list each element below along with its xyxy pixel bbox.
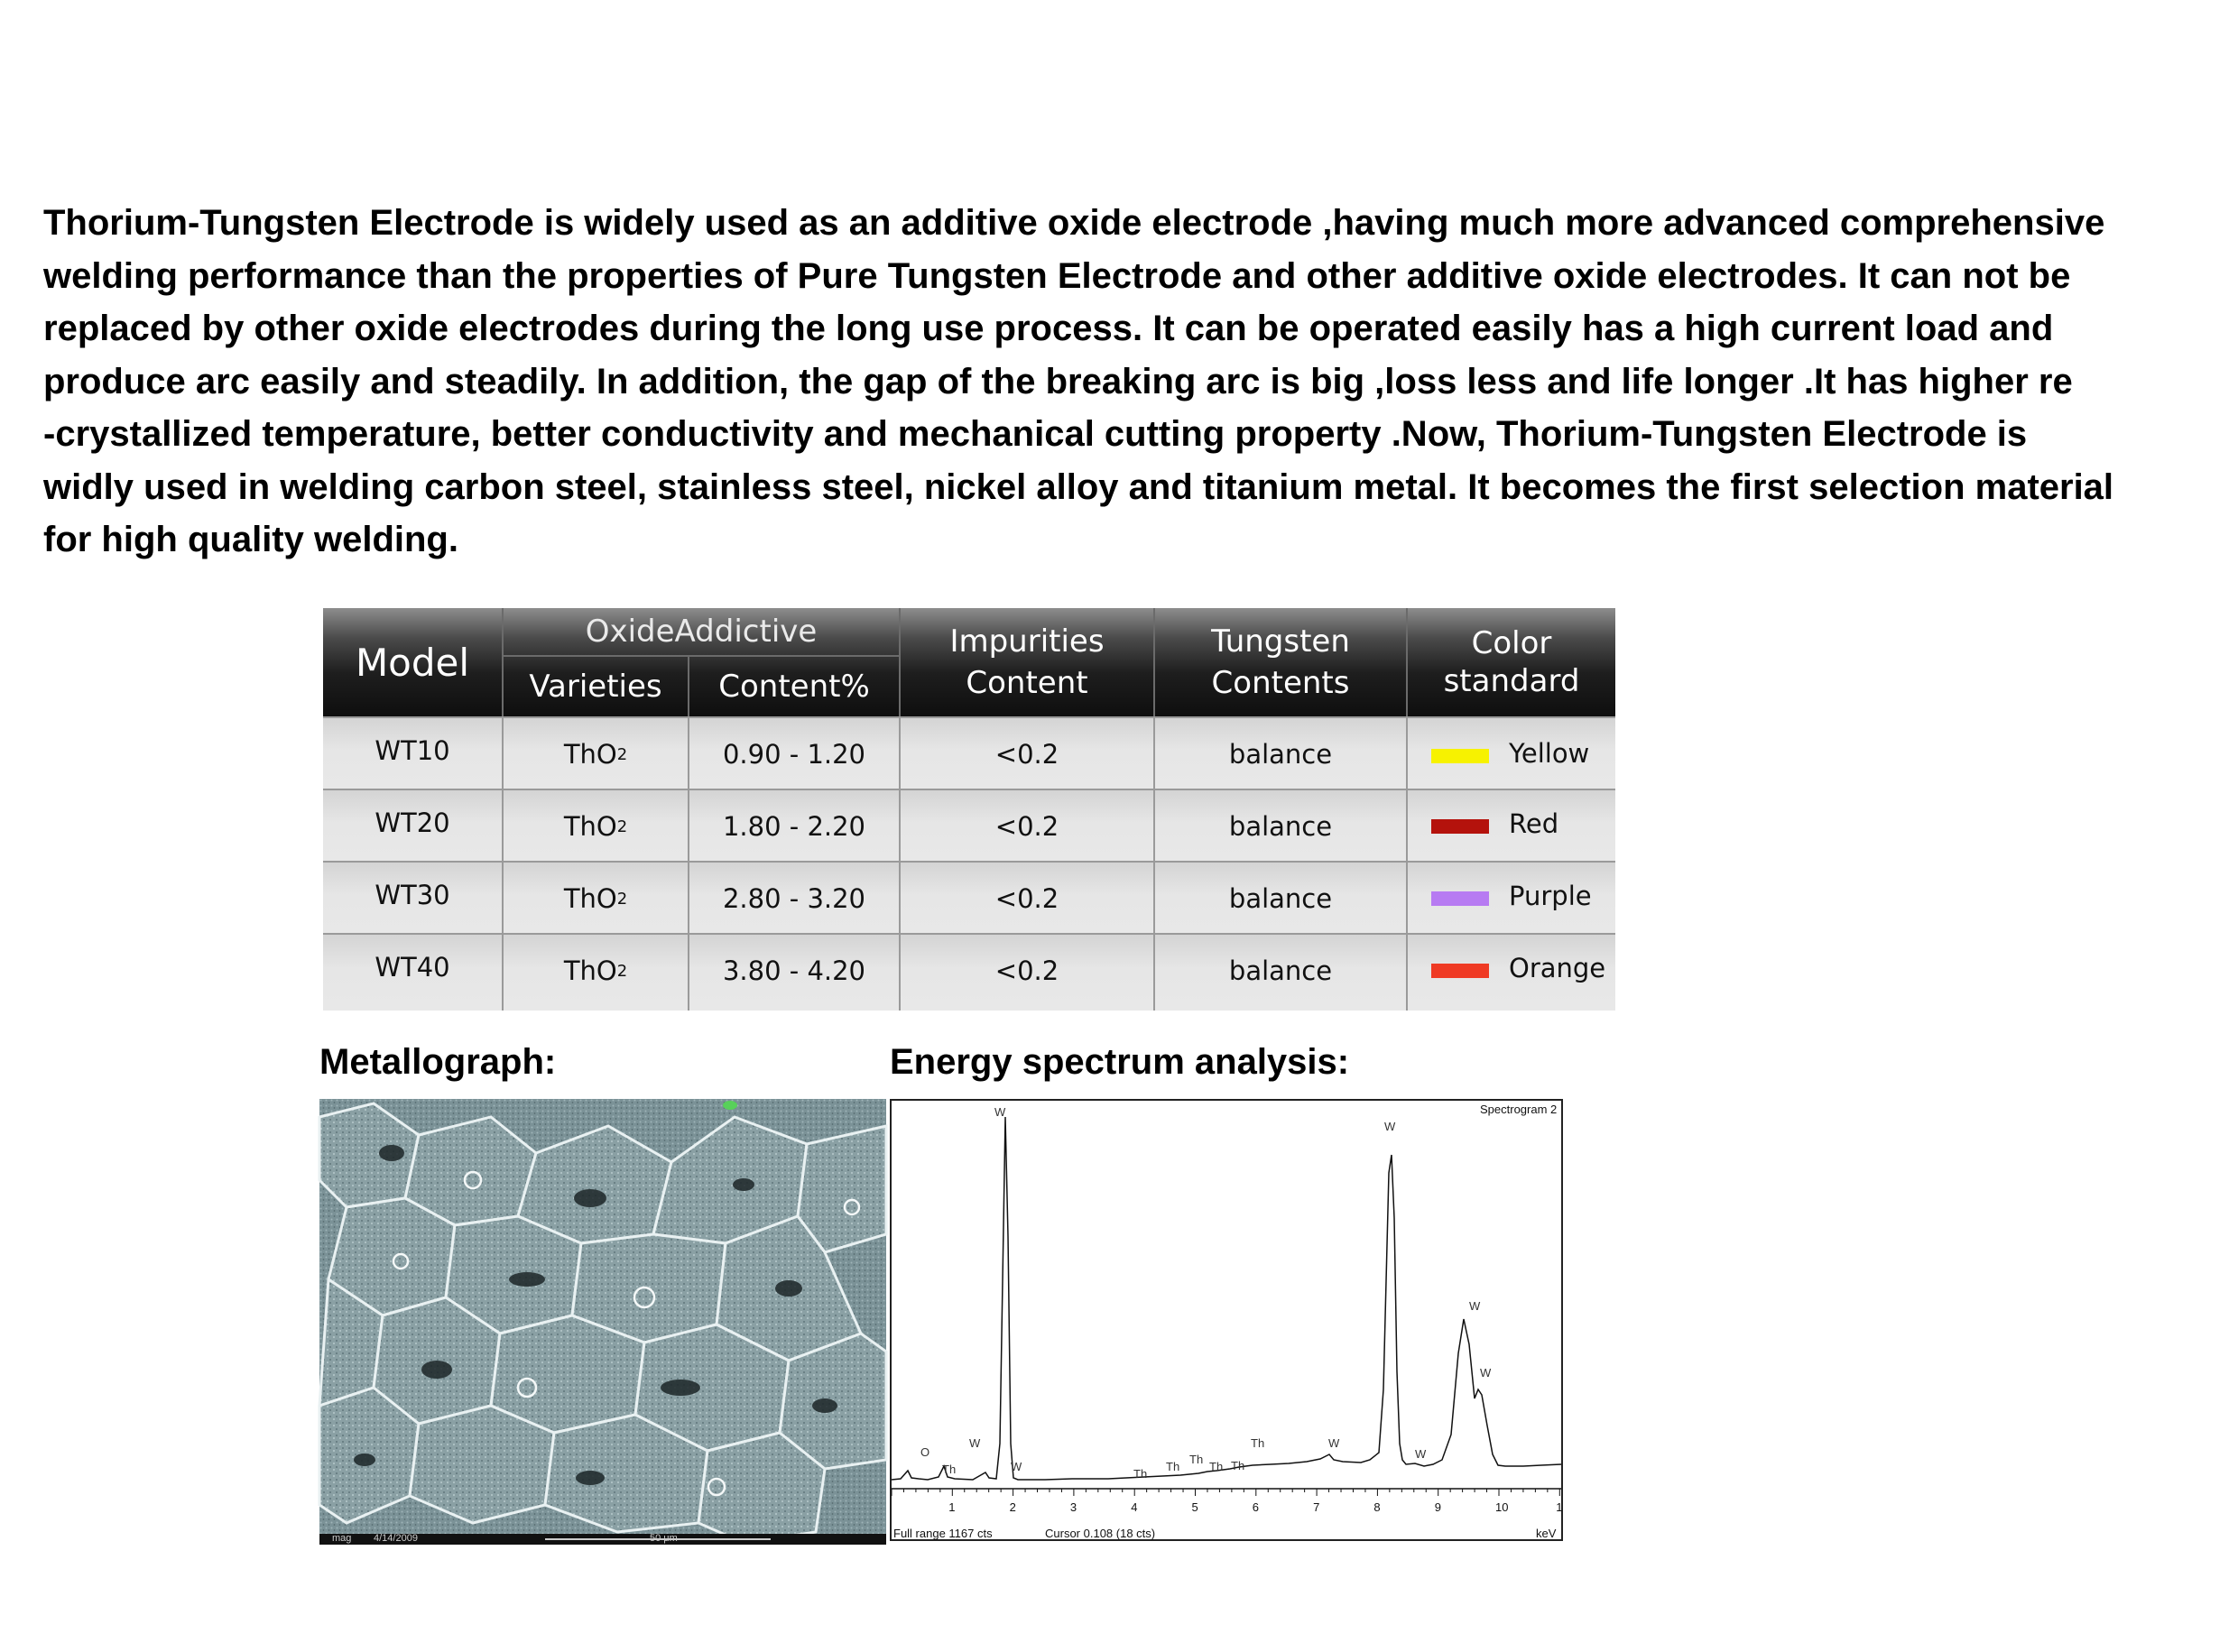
cell-content: 0.90 - 1.20: [722, 739, 866, 770]
svg-text:W: W: [994, 1105, 1006, 1119]
intro-line: replaced by other oxide electrodes during the long use process. It can be operated easily has a high current load and: [43, 309, 2054, 348]
metallograph-mag: mag: [332, 1533, 352, 1544]
table-row: [323, 789, 1615, 863]
header-tungsten-line2: Contents: [1211, 665, 1350, 701]
cell-variety: ThO 2: [563, 883, 628, 914]
header-varieties: Varieties: [529, 669, 662, 705]
cell-tungsten: balance: [1228, 955, 1333, 986]
svg-text:W: W: [1480, 1366, 1492, 1380]
spectrum-trace: [892, 1117, 1561, 1480]
cell-content: 1.80 - 2.20: [722, 811, 866, 842]
cell-impurities: <0.2: [994, 955, 1059, 986]
x-tick-label: 7: [1313, 1500, 1320, 1514]
metallograph-image: [319, 1099, 886, 1543]
svg-text:Th: Th: [1133, 1467, 1148, 1481]
x-tick-label: 1: [948, 1500, 956, 1514]
svg-text:O: O: [920, 1445, 930, 1459]
cell-impurities: <0.2: [994, 883, 1059, 914]
cell-model: WT30: [375, 880, 450, 910]
cell-content: 3.80 - 4.20: [722, 955, 866, 986]
header-color-line2: standard: [1443, 663, 1580, 699]
cell-variety: ThO 2: [563, 739, 628, 770]
cell-tungsten: balance: [1228, 883, 1333, 914]
cell-impurities: <0.2: [994, 811, 1059, 842]
color-swatch: [1431, 749, 1489, 763]
header-impurities: [901, 608, 1153, 716]
metallograph-date: 4/14/2009: [374, 1533, 418, 1544]
x-tick-label: 4: [1131, 1500, 1138, 1514]
svg-text:W: W: [1415, 1447, 1427, 1461]
cell-tungsten: balance: [1228, 739, 1333, 770]
x-axis-ticks: [892, 1489, 1563, 1514]
svg-text:W: W: [1011, 1460, 1022, 1473]
cell-tungsten: balance: [1228, 811, 1333, 842]
spectrum-unit: keV: [1536, 1527, 1557, 1540]
svg-text:W: W: [969, 1436, 981, 1450]
cell-model: WT20: [375, 808, 450, 838]
intro-paragraph: [43, 197, 2227, 567]
table-row: [323, 716, 1615, 790]
cell-color-name: Yellow: [1509, 738, 1590, 769]
header-content: Content%: [718, 669, 870, 705]
header-oxide-group: OxideAddictive: [585, 614, 818, 650]
cell-color-name: Red: [1509, 808, 1559, 839]
svg-text:Th: Th: [1166, 1460, 1180, 1473]
svg-text:Th: Th: [942, 1463, 957, 1476]
intro-line: Thorium-Tungsten Electrode is widely used as an additive oxide electrode ,having much more advanced comprehensive: [43, 203, 2105, 243]
header-color-line1: Color: [1471, 625, 1552, 661]
table-row: [323, 933, 1615, 1011]
header-tungsten-line1: Tungsten: [1211, 623, 1350, 660]
header-tungsten: [1155, 608, 1406, 716]
x-tick-label: 3: [1069, 1500, 1077, 1514]
cell-impurities: <0.2: [994, 739, 1059, 770]
cell-variety: ThO 2: [563, 955, 628, 986]
x-tick-label: 6: [1252, 1500, 1260, 1514]
metallograph-caption: Metallograph:: [319, 1042, 557, 1082]
intro-line: -crystallized temperature, better conductivity and mechanical cutting property .Now, Thorium-Tungsten Electrode is: [43, 414, 2028, 454]
svg-text:Th: Th: [1209, 1460, 1224, 1473]
x-tick-label: 2: [1009, 1500, 1016, 1514]
header-impurities-line1: Impurities: [949, 623, 1105, 660]
x-tick-label: 8: [1373, 1500, 1381, 1514]
intro-line: widly used in welding carbon steel, stainless steel, nickel alloy and titanium metal. It becomes the first selection material: [43, 466, 2114, 507]
svg-text:W: W: [1328, 1436, 1340, 1450]
header-color: [1408, 608, 1615, 716]
spectrum-caption: Energy spectrum analysis:: [890, 1042, 1350, 1082]
header-model: Model: [355, 640, 470, 685]
svg-text:W: W: [1384, 1120, 1396, 1133]
intro-line: for high quality welding.: [43, 520, 458, 559]
svg-text:Th: Th: [1189, 1453, 1204, 1466]
x-tick-label: 5: [1191, 1500, 1198, 1514]
header-impurities-line2: Content: [966, 665, 1088, 701]
svg-text:Th: Th: [1231, 1459, 1245, 1472]
metallograph-info-bar: [319, 1534, 886, 1545]
cell-color-name: Orange: [1509, 953, 1606, 983]
scale-bar: [545, 1538, 771, 1540]
cell-model: WT40: [375, 952, 450, 983]
cell-color-name: Purple: [1509, 881, 1592, 911]
cell-content: 2.80 - 3.20: [722, 883, 866, 914]
color-swatch: [1431, 891, 1489, 906]
table-row: [323, 861, 1615, 935]
energy-spectrum-figure: [890, 1099, 1563, 1541]
cell-variety: ThO 2: [563, 811, 628, 842]
x-tick-label: 9: [1434, 1500, 1441, 1514]
color-swatch: [1431, 819, 1489, 834]
x-tick-label: 1: [1556, 1500, 1563, 1514]
intro-line: welding performance than the properties of Pure Tungsten Electrode and other additive oxide electrodes. It can not be: [43, 255, 2071, 296]
electrode-spec-table: [323, 608, 1615, 1009]
spectrum-footer-cursor: Cursor 0.108 (18 cts): [1045, 1527, 1156, 1540]
x-tick-label: 10: [1495, 1500, 1509, 1514]
svg-text:W: W: [1469, 1299, 1481, 1313]
table-header: [323, 608, 1615, 716]
spectrum-title: Spectrogram 2: [1480, 1103, 1558, 1116]
svg-text:Th: Th: [1251, 1436, 1265, 1450]
color-swatch: [1431, 964, 1489, 978]
spectrum-footer-range: Full range 1167 cts: [893, 1527, 993, 1540]
intro-line: produce arc easily and steadily. In addition, the gap of the breaking arc is big ,loss less and life longer .It has higher re: [43, 361, 2073, 401]
cell-model: WT10: [375, 735, 450, 766]
